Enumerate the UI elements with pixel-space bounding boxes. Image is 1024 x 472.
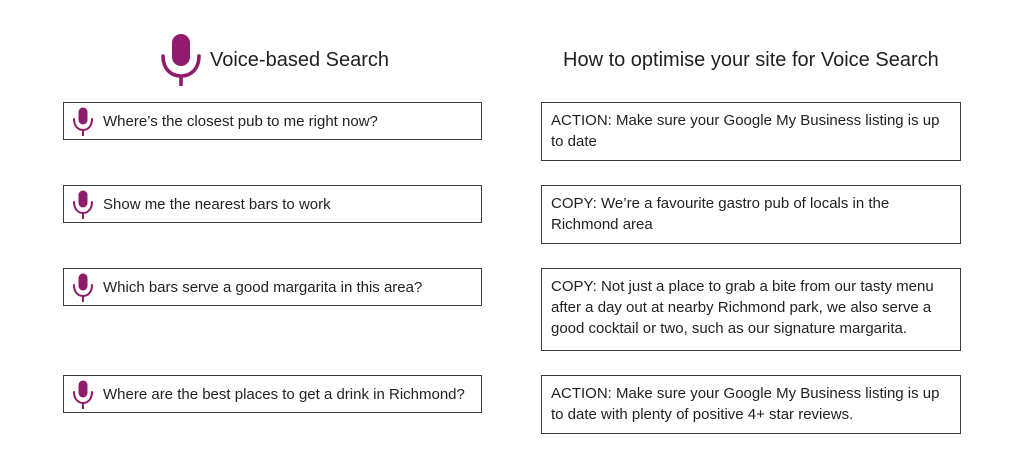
query-text: Show me the nearest bars to work <box>103 195 331 213</box>
advice-box <box>541 375 961 434</box>
microphone-icon <box>72 107 94 136</box>
query-text: Where’s the closest pub to me right now? <box>103 112 378 130</box>
query-text: Where are the best places to get a drink in Richmond? <box>103 385 465 403</box>
left-column-title: Voice-based Search <box>210 49 390 71</box>
advice-box <box>541 268 961 351</box>
microphone-icon <box>72 190 94 219</box>
microphone-icon <box>159 33 203 87</box>
advice-text: ACTION: Make sure your Google My Business listing is up to date with plenty of positive 4+ star reviews. <box>551 385 940 423</box>
query-box <box>63 185 482 223</box>
advice-box <box>541 185 961 244</box>
query-box <box>63 102 482 140</box>
microphone-icon <box>72 273 94 302</box>
microphone-icon <box>72 380 94 409</box>
advice-text: COPY: Not just a place to grab a bite from our tasty menu after a day out at nearby Richmond park, we also serve a good cocktail or two, such as our signature margarita. <box>551 278 934 337</box>
query-box <box>63 375 482 413</box>
advice-box <box>541 102 961 161</box>
advice-text: COPY: We’re a favourite gastro pub of locals in the Richmond area <box>551 195 890 233</box>
advice-text: ACTION: Make sure your Google My Business listing is up to date <box>551 112 940 150</box>
query-box <box>63 268 482 306</box>
query-text: Which bars serve a good margarita in this area? <box>103 278 423 296</box>
right-column-title: How to optimise your site for Voice Search <box>563 49 939 71</box>
